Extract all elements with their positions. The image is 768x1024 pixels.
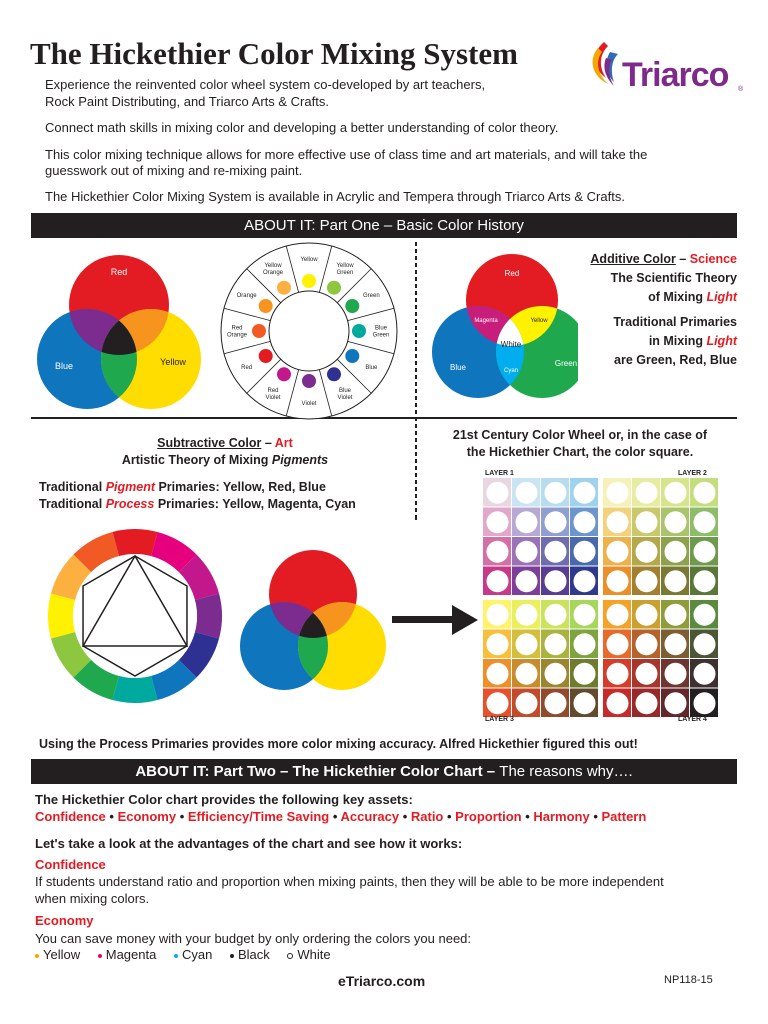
chart-cell-swatch [516, 633, 538, 655]
chart-cell-swatch [665, 692, 687, 714]
additive-label-yellow: Yellow [530, 318, 548, 324]
asset-item: Proportion [455, 809, 522, 824]
additive-label-magenta: Magenta [474, 318, 498, 324]
chart-cell-swatch [545, 570, 567, 592]
asset-item: Accuracy [340, 809, 400, 824]
part-one-header-bar [31, 213, 737, 238]
chart-cell-swatch [607, 692, 629, 714]
layer-2-label: LAYER 2 [678, 470, 707, 477]
intro-line: Connect math skills in mixing color and developing a better understanding of color theory. [45, 120, 559, 135]
chart-cell-swatch [516, 604, 538, 626]
arrow-right-icon [392, 603, 482, 637]
process-word: Process [105, 497, 155, 511]
asset-item: Confidence [35, 809, 106, 824]
page-title: The Hickethier Color Mixing System [30, 36, 518, 71]
chart-cell-swatch [487, 482, 509, 504]
chart-cell-swatch [665, 511, 687, 533]
pigment-line: Traditional [39, 480, 106, 494]
triarco-logo: Triarco [622, 56, 729, 94]
asset-item: Efficiency/Time Saving [187, 809, 330, 824]
chart-cell-swatch [516, 482, 538, 504]
wheel-label: Violet [265, 394, 281, 401]
additive-line: in Mixing [648, 334, 707, 348]
asset-item: Ratio [410, 809, 444, 824]
chart-cell-swatch [607, 604, 629, 626]
wheel-label: Red [231, 325, 243, 332]
logo-registered-mark: ® [738, 86, 744, 93]
chart-cell-swatch [665, 482, 687, 504]
wheel-label: Red [241, 365, 253, 371]
additive-title: Additive Color [590, 252, 676, 266]
chart-cell-swatch [516, 663, 538, 685]
wheel-color-dot [327, 367, 341, 381]
chart-cell-swatch [607, 663, 629, 685]
color-magenta: Magenta [105, 947, 157, 962]
chart-cell-swatch [694, 541, 716, 563]
additive-venn-diagram [428, 252, 578, 412]
intro-line: guesswork out of mixing and re-mixing paint. [45, 163, 303, 178]
asset-item: Pattern [601, 809, 647, 824]
economy-heading: Economy [35, 913, 94, 928]
ring-segment [195, 593, 222, 638]
additive-light: Light [706, 290, 737, 304]
color-list [35, 946, 331, 963]
process-venn-diagram [238, 550, 388, 692]
chart-cell-swatch [694, 511, 716, 533]
additive-label-cyan: Cyan [503, 368, 519, 374]
wheel-label: Blue [374, 325, 388, 332]
magenta-dot-icon [98, 954, 102, 958]
chart-cell-swatch [665, 663, 687, 685]
wheel-color-dot [259, 299, 273, 313]
chart-cell-swatch [607, 570, 629, 592]
additive-label-white: White [500, 340, 522, 349]
chart-cell-swatch [694, 663, 716, 685]
chart-cell-swatch [607, 482, 629, 504]
wheel-color-dot [327, 281, 341, 295]
part-one-title: ABOUT IT: Part One – Basic Color History [244, 217, 524, 234]
chart-cell-swatch [694, 604, 716, 626]
intro-line: The Hickethier Color Mixing System is available in Acrylic and Tempera through Triarco Arts & Crafts. [45, 189, 625, 204]
process-note: Using the Process Primaries provides more color mixing accuracy. Alfred Hickethier figured this out! [39, 737, 638, 751]
chart-cell-swatch [665, 541, 687, 563]
cyan-dot-icon [174, 954, 178, 958]
chart-cell-swatch [545, 541, 567, 563]
intro-line: This color mixing technique allows for more effective use of class time and art materials, and will take the [45, 147, 648, 162]
chart-cell-swatch [487, 604, 509, 626]
intro-line: Experience the reinvented color wheel system co-developed by art teachers, [45, 77, 486, 92]
part-two-header-bar [31, 759, 737, 784]
layer-4-label: LAYER 4 [678, 716, 707, 723]
additive-label-blue: Blue [449, 363, 467, 372]
chart-cell-swatch [487, 633, 509, 655]
pigment-line: Primaries: Yellow, Red, Blue [155, 480, 326, 494]
wheel-label: Yellow [336, 263, 354, 270]
chart-cell-swatch [665, 570, 687, 592]
subtractive-art: Art [274, 436, 293, 450]
part-two-title: ABOUT IT: Part Two – The Hickethier Color Chart – [135, 763, 500, 780]
chart-cell-swatch [574, 541, 596, 563]
confidence-text: If students understand ratio and proportion when mixing paints, then they will be able to be more independent [35, 874, 664, 889]
additive-line: of Mixing [648, 290, 707, 304]
subtractive-title: Subtractive Color [157, 436, 262, 450]
layer-1-label: LAYER 1 [485, 470, 514, 477]
wheel-color-dot [259, 349, 273, 363]
wheel-color-dot [302, 274, 316, 288]
chart-cell-swatch [545, 692, 567, 714]
chart-cell-swatch [545, 663, 567, 685]
chart-cell-swatch [487, 570, 509, 592]
assets-intro: The Hickethier Color chart provides the following key assets: [35, 792, 413, 807]
chart-cell-swatch [694, 570, 716, 592]
wheel-label: Yellow [300, 257, 318, 263]
chart-cell-swatch [665, 604, 687, 626]
wheel-color-dot [302, 374, 316, 388]
additive-line: are Green, Red, Blue [614, 353, 737, 367]
wheel-color-dot [277, 281, 291, 295]
wheel-label: Orange [262, 270, 284, 277]
additive-label-red: Red [504, 269, 520, 278]
chart-cell-swatch [487, 541, 509, 563]
chart-cell-swatch [545, 633, 567, 655]
intro-line: Rock Paint Distributing, and Triarco Arts & Crafts. [45, 94, 329, 109]
chart-cell-swatch [607, 511, 629, 533]
subtractive-line: Artistic Theory of Mixing [121, 453, 272, 467]
asset-item: Economy [117, 809, 177, 824]
wheel-label: Green [372, 332, 390, 339]
dash: – [675, 252, 690, 266]
wheel-label: Violet [301, 401, 317, 407]
wheel-label: Blue [338, 387, 352, 394]
footer-site: eTriarco.com [338, 973, 426, 989]
chart-cell-swatch [636, 633, 658, 655]
chart-cell-swatch [574, 663, 596, 685]
color-yellow: Yellow [43, 947, 81, 962]
chart-cell-swatch [694, 692, 716, 714]
hickethier-color-chart [483, 478, 719, 718]
dash: – [261, 436, 275, 450]
chart-cell-swatch [636, 692, 658, 714]
footer-code: NP118-15 [664, 974, 713, 986]
chart-cell-swatch [516, 511, 538, 533]
chart-cell-swatch [545, 482, 567, 504]
chart-cell-swatch [607, 633, 629, 655]
wheel-color-dot [352, 324, 366, 338]
wheel-color-dot [277, 367, 291, 381]
chart-cell-swatch [487, 511, 509, 533]
process-color-wheel [46, 527, 224, 705]
pigment-word: Pigment [105, 480, 155, 494]
color-white: White [297, 947, 331, 962]
twelve-color-wheel [218, 240, 400, 422]
chart-cell-swatch [574, 633, 596, 655]
chart-cell-swatch [636, 541, 658, 563]
chart-cell-swatch [636, 570, 658, 592]
additive-science: Science [689, 252, 737, 266]
wheel-label: Violet [337, 394, 353, 401]
wheel-label: Yellow [264, 263, 282, 270]
additive-line: Traditional Primaries [613, 315, 737, 329]
chart-cell-swatch [516, 570, 538, 592]
pigment-text-block [39, 479, 356, 513]
ring-segment [48, 593, 75, 638]
wheel-label: Orange [236, 293, 257, 299]
chart-cell-swatch [694, 633, 716, 655]
color-black: Black [237, 947, 270, 962]
chart-cell-swatch [574, 692, 596, 714]
triarco-swoosh-icon [584, 38, 624, 90]
white-dot-icon [287, 953, 293, 959]
wheel-color-dot [252, 324, 266, 338]
venn-label-yellow: Yellow [160, 357, 186, 367]
wheel-label: Orange [226, 332, 248, 339]
chart-cell-swatch [574, 482, 596, 504]
chart-cell-swatch [487, 663, 509, 685]
chart-cell-swatch [636, 511, 658, 533]
advantages-heading: Let's take a look at the advantages of the chart and see how it works: [35, 836, 463, 851]
pigment-line: Primaries: Yellow, Magenta, Cyan [154, 497, 356, 511]
ring-segment [112, 529, 157, 556]
chart-cell-swatch [574, 511, 596, 533]
black-dot-icon [230, 954, 234, 958]
subtractive-text-block [40, 435, 410, 469]
confidence-heading: Confidence [35, 857, 106, 872]
wheel-label: Red [267, 387, 279, 394]
chart-cell-swatch [574, 570, 596, 592]
chart-cell-swatch [487, 692, 509, 714]
chart-cell-swatch [636, 482, 658, 504]
subtractive-venn-diagram [30, 245, 220, 415]
additive-light: Light [706, 334, 737, 348]
century-line: 21st Century Color Wheel or, in the case of [452, 428, 708, 442]
chart-cell-swatch [665, 633, 687, 655]
century-line: the Hickethier Chart, the color square. [466, 445, 694, 459]
chart-cell-swatch [545, 511, 567, 533]
century-text-block [420, 427, 740, 461]
additive-line: The Scientific Theory [610, 271, 737, 285]
chart-cell-swatch [694, 482, 716, 504]
economy-text: You can save money with your budget by only ordering the colors you need: [35, 931, 472, 946]
color-cyan: Cyan [181, 947, 213, 962]
asset-item: Harmony [533, 809, 590, 824]
pigment-line: Traditional [39, 497, 106, 511]
chart-cell-swatch [574, 604, 596, 626]
venn-label-red: Red [110, 267, 128, 277]
confidence-text: when mixing colors. [35, 891, 150, 906]
yellow-dot-icon [35, 954, 39, 958]
wheel-label: Green [363, 293, 380, 299]
part-two-subtitle: The reasons why…. [499, 763, 633, 780]
additive-text-block [590, 250, 737, 370]
wheel-color-dot [345, 299, 359, 313]
additive-label-green: Green [554, 359, 578, 368]
chart-cell-swatch [516, 692, 538, 714]
chart-cell-swatch [636, 604, 658, 626]
wheel-label: Green [336, 270, 354, 277]
chart-cell-swatch [545, 604, 567, 626]
wheel-color-dot [345, 349, 359, 363]
assets-list: Confidence • Economy • Efficiency/Time Saving • Accuracy • Ratio • Proportion • Harmony • Pattern [35, 809, 647, 824]
subtractive-pigments: Pigments [271, 453, 329, 467]
chart-cell-swatch [636, 663, 658, 685]
wheel-label: Blue [365, 365, 378, 371]
layer-3-label: LAYER 3 [485, 716, 514, 723]
venn-label-blue: Blue [54, 361, 74, 371]
ring-segment [112, 676, 157, 703]
chart-cell-swatch [516, 541, 538, 563]
chart-cell-swatch [607, 541, 629, 563]
